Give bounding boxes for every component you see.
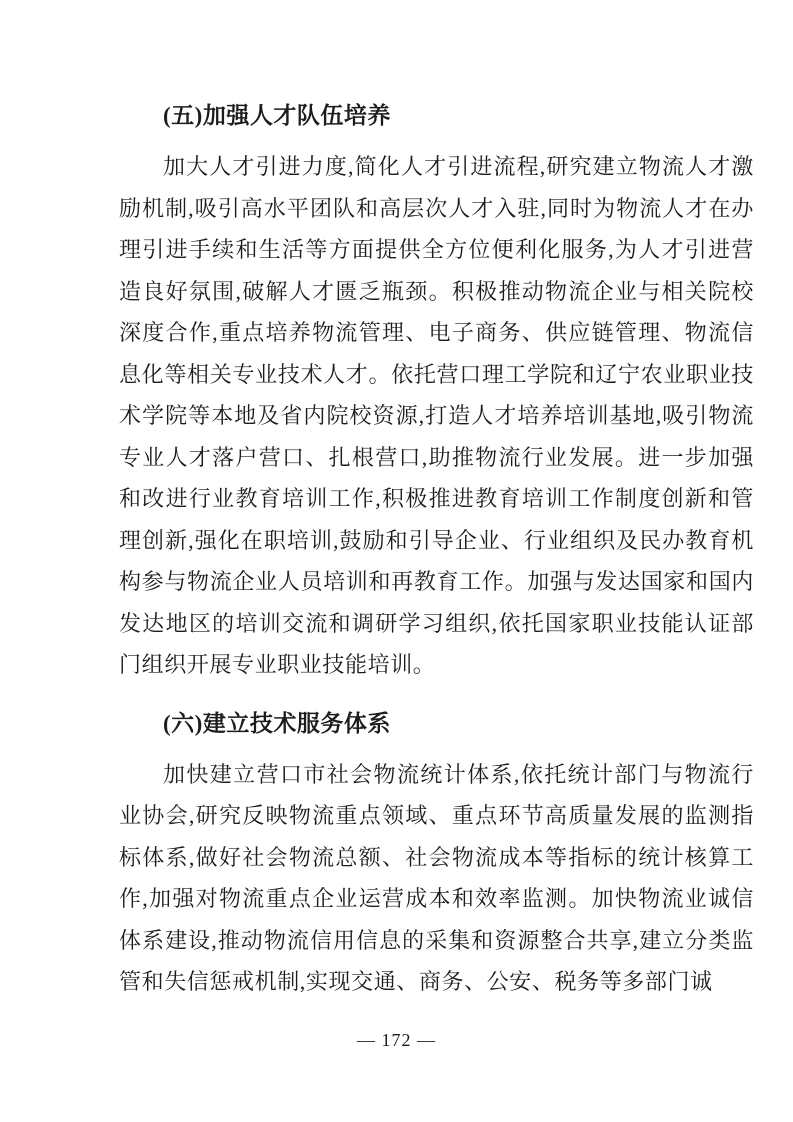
section-heading-6: (六)建立技术服务体系 [163,710,391,736]
section-5-paragraph: 加大人才引进力度,简化人才引进流程,研究建立物流人才激励机制,吸引高水平团队和高层次人才入驻,同时为物流人才在办理引进手续和生活等方面提供全方位便利化服务,为人才引进营造良好氛围,破解人才匮乏瓶颈。积极推动物流企业与相关院校深度合作,重点培养物流管理、电子商务、供应链管理、物流信息化等相关专业技术人才。依托营口理工学院和辽宁农业职业技术学院等本地及省内院校资源,打造人才培养培训基地,吸引物流专业人才落户营口、扎根营口,助推物流行业发展。进一步加强和改进行业教育培训工作,积极推进教育培训工作制度创新和管理创新,强化在职培训,鼓励和引导企业、行业组织及民办教育机构参与物流企业人员培训和再教育工作。加强与发达国家和国内发达地区的培训交流和调研学习组织,依托国家职业技能认证部门组织开展专业职业技能培训。 [119,154,754,677]
document-content [119,95,754,1003]
section-6-paragraph: 加快建立营口市社会物流统计体系,依托统计部门与物流行业协会,研究反映物流重点领域、重点环节高质量发展的监测指标体系,做好社会物流总额、社会物流成本等指标的统计核算工作,加强对物流重点企业运营成本和效率监测。加快物流业诚信体系建设,推动物流信用信息的采集和资源整合共享,建立分类监管和失信惩戒机制,实现交通、商务、公安、税务等多部门诚 [119,761,754,994]
page-number: — 172 — [357,1030,436,1050]
page-footer [0,1030,793,1051]
section-heading-5: (五)加强人才队伍培养 [163,103,391,128]
